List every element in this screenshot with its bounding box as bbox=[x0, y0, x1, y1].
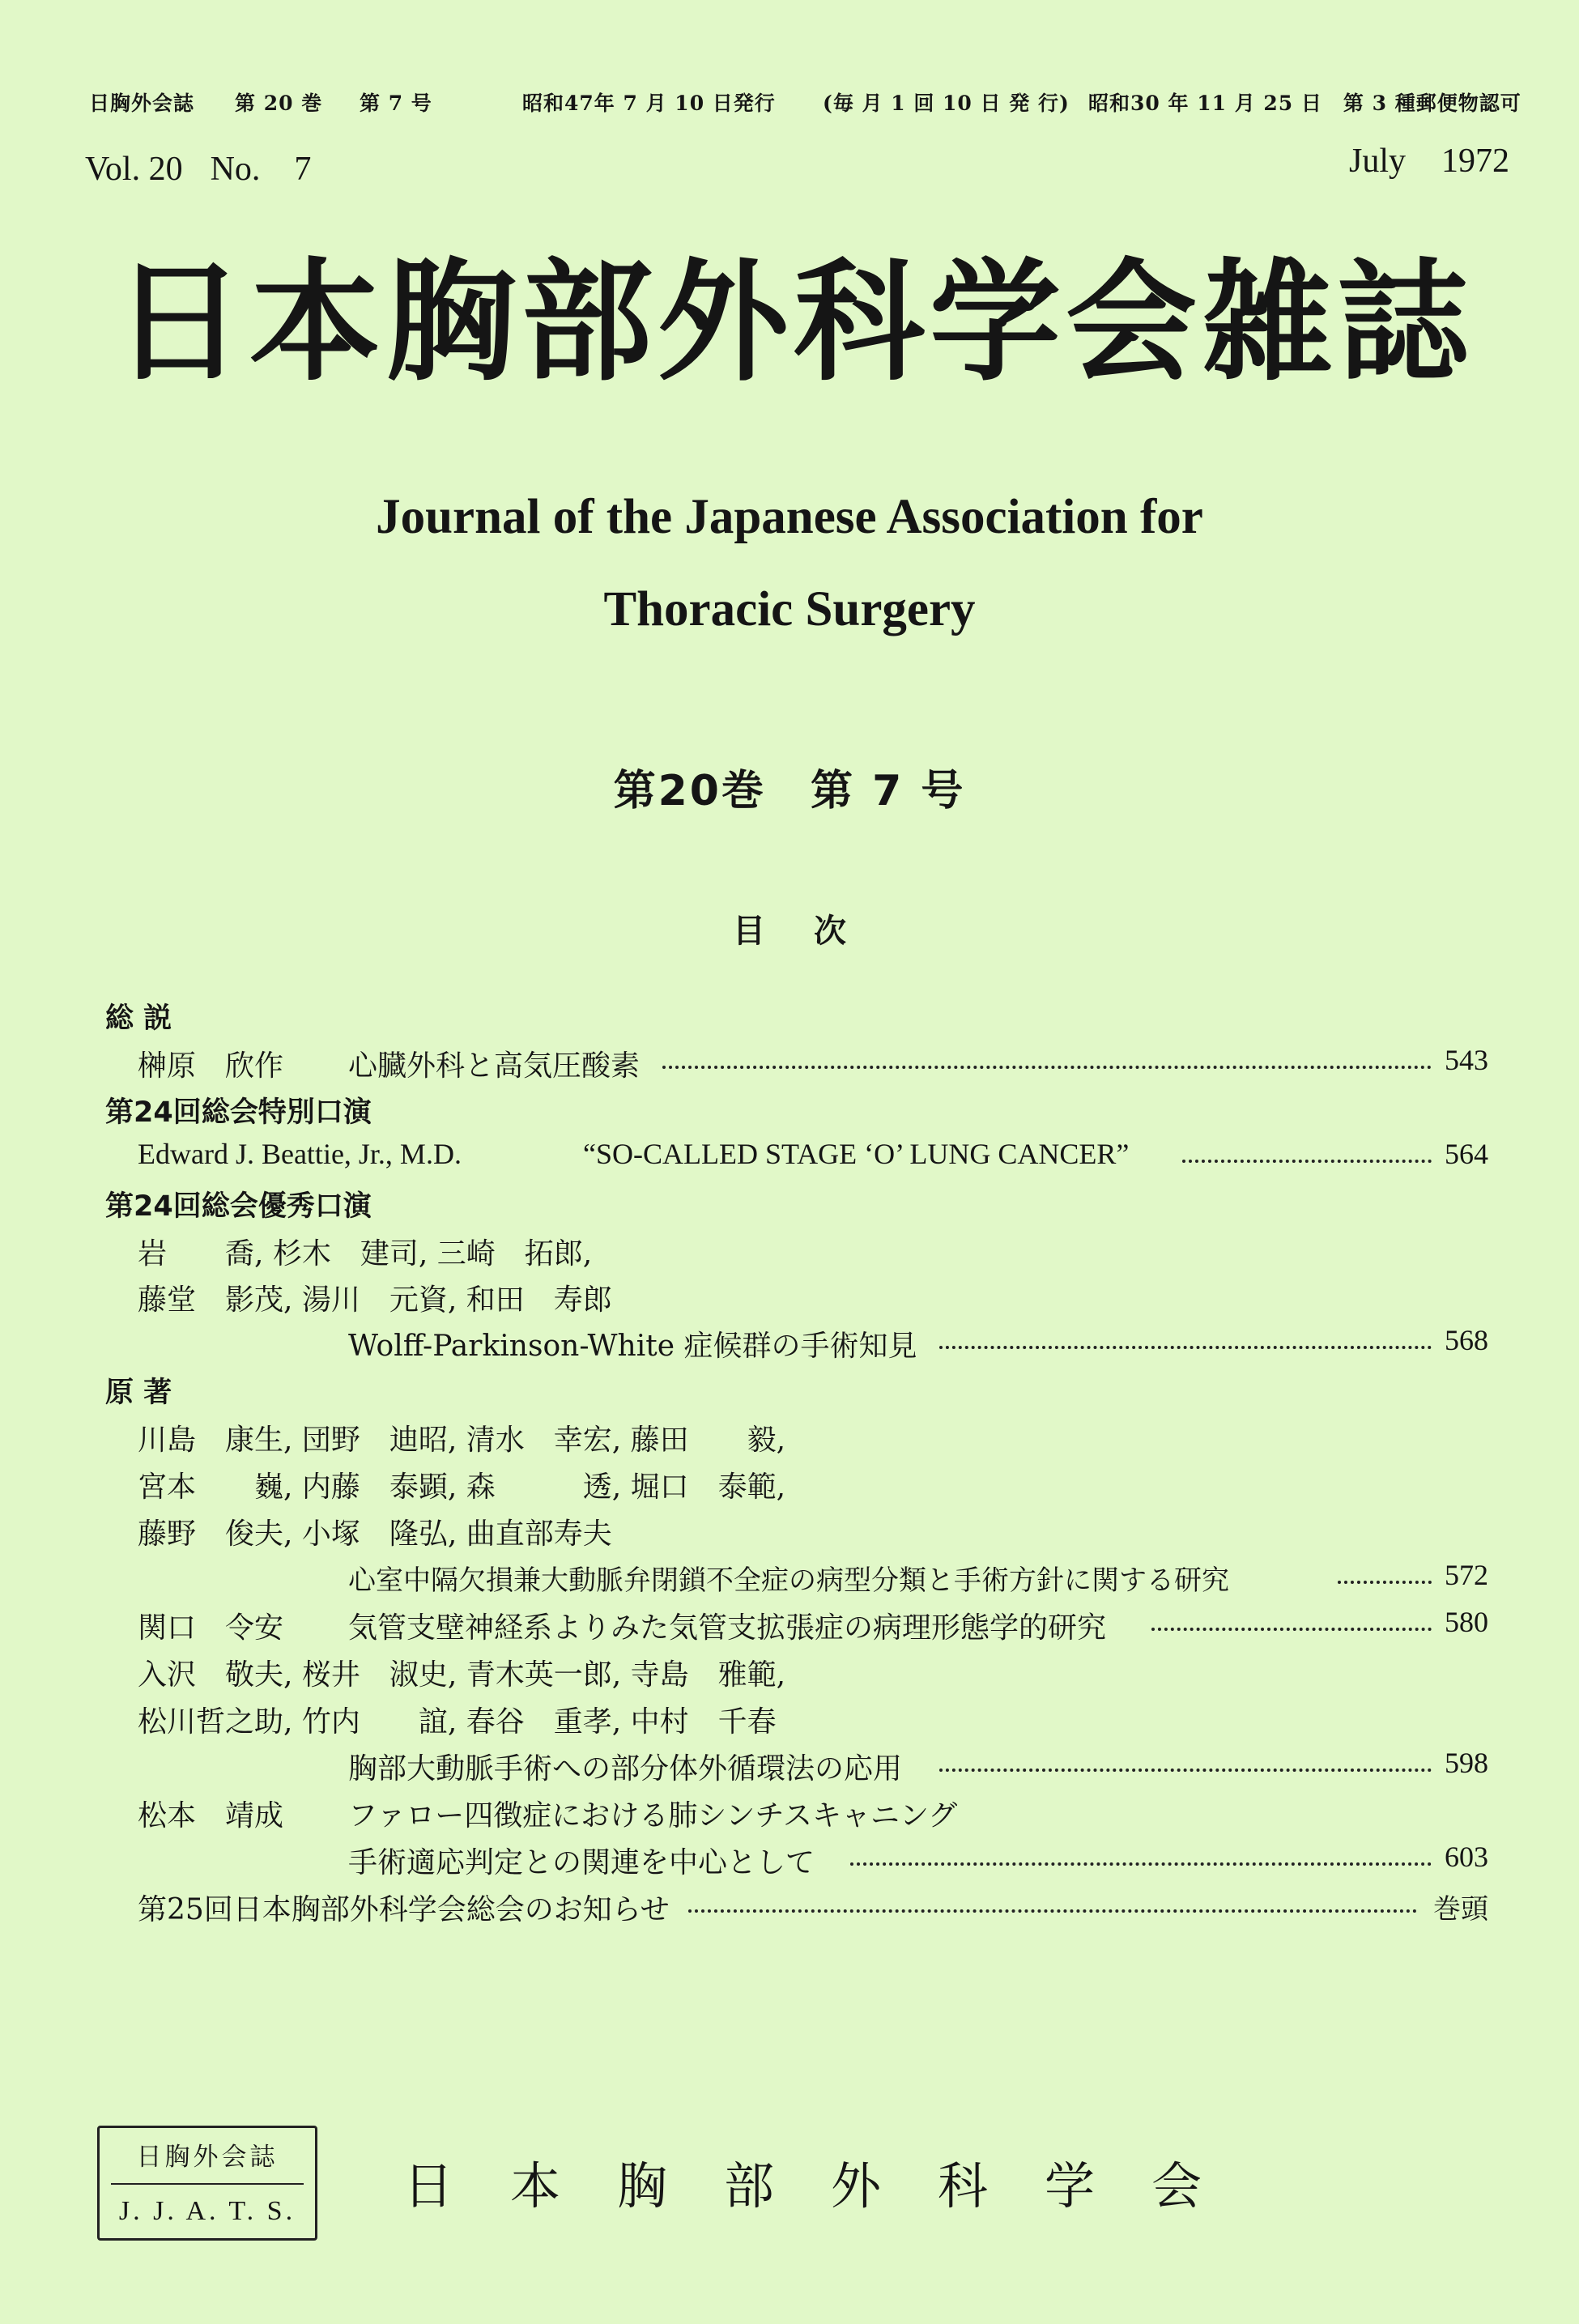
toc-section-original bbox=[0, 1370, 1579, 1409]
entry-page: 568 bbox=[1445, 1324, 1488, 1356]
dot-leader bbox=[939, 1346, 1432, 1349]
entry-authors: 岩 喬, 杉木 建司, 三崎 拓郎, bbox=[138, 1237, 593, 1271]
toc-section-review bbox=[0, 996, 1579, 1035]
section-heading: 第24回総会優秀口演 bbox=[105, 1190, 372, 1223]
entry-title: 気管支壁神経系よりみた気管支拡張症の病理形態学的研究 bbox=[348, 1611, 1107, 1645]
entry-author: 榊原 欣作 bbox=[138, 1049, 284, 1083]
toc-authors-line bbox=[0, 1511, 1579, 1550]
issue-label: 第20巻 第 7 号 bbox=[613, 767, 966, 815]
dot-leader bbox=[662, 1066, 1432, 1069]
toc-authors-line bbox=[0, 1652, 1579, 1691]
journal-title-english-line1: Journal of the Japanese Association for bbox=[376, 490, 1203, 544]
entry-title: “SO-CALLED STAGE ‘O’ LUNG CANCER” bbox=[583, 1138, 1130, 1170]
dot-leader bbox=[1338, 1581, 1432, 1584]
journal-title-english-line2: Thoracic Surgery bbox=[603, 582, 976, 636]
meta-permit: 昭和30 年 11 月 25 日 第 3 種郵便物認可 bbox=[1088, 92, 1522, 115]
entry-title: 胸部大動脈手術への部分体外循環法の応用 bbox=[348, 1752, 903, 1786]
entry-title: 心臓外科と高気圧酸素 bbox=[348, 1049, 641, 1083]
toc-entry[interactable] bbox=[0, 1605, 1579, 1644]
month-label: July bbox=[1348, 143, 1406, 180]
section-heading: 第24回総会特別口演 bbox=[105, 1096, 372, 1129]
entry-page: 572 bbox=[1445, 1559, 1488, 1591]
dot-leader bbox=[688, 1909, 1417, 1913]
section-heading: 原 著 bbox=[105, 1377, 172, 1409]
entry-author: 松本 靖成 bbox=[138, 1799, 284, 1832]
journal-logo-box bbox=[97, 2126, 317, 2241]
meta-number: 第 7 号 bbox=[360, 92, 432, 115]
toc-entry[interactable] bbox=[0, 1746, 1579, 1785]
entry-page: 543 bbox=[1445, 1044, 1488, 1076]
toc-authors-line bbox=[0, 1699, 1579, 1738]
entry-title: ファロー四徴症における肺シンチスキャニング bbox=[348, 1799, 958, 1832]
entry-page: 603 bbox=[1445, 1841, 1488, 1873]
entry-authors: 宮本 巍, 内藤 泰顕, 森 透, 堀口 泰範, bbox=[138, 1471, 786, 1504]
entry-title: Wolff-Parkinson-White 症候群の手術知見 bbox=[348, 1330, 917, 1363]
issue-date-right bbox=[1313, 142, 1509, 181]
toc-section-special-lecture bbox=[0, 1090, 1579, 1129]
dot-leader bbox=[1151, 1628, 1432, 1631]
dot-leader bbox=[850, 1862, 1432, 1866]
toc-entry[interactable] bbox=[0, 1887, 1579, 1926]
entry-page: 580 bbox=[1445, 1606, 1488, 1638]
logo-divider bbox=[111, 2183, 304, 2185]
entry-title: 心室中隔欠損兼大動脈弁閉鎖不全症の病型分類と手術方針に関する研究 bbox=[348, 1564, 1229, 1597]
toc-entry[interactable] bbox=[0, 1137, 1579, 1176]
toc-authors-line bbox=[0, 1231, 1579, 1270]
logo-abbr-english: J. J. A. T. S. bbox=[118, 2196, 296, 2226]
entry-subtitle: 手術適応判定との関連を中心として bbox=[348, 1846, 815, 1879]
entry-authors: 入沢 敬夫, 桜井 淑史, 青木英一郎, 寺島 雅範, bbox=[138, 1658, 786, 1692]
number-label: No. 7 bbox=[210, 151, 312, 188]
toc-entry[interactable] bbox=[0, 1323, 1579, 1362]
entry-authors: 松川哲之助, 竹内 誼, 春谷 重孝, 中村 千春 bbox=[138, 1705, 777, 1739]
entry-author: Edward J. Beattie, Jr., M.D. bbox=[138, 1138, 462, 1170]
dot-leader bbox=[939, 1769, 1432, 1772]
volume-label: Vol. 20 bbox=[85, 151, 183, 188]
entry-title: 第25回日本胸部外科学会総会のお知らせ bbox=[138, 1893, 670, 1926]
logo-abbr-japanese: 日胸外会誌 bbox=[136, 2143, 279, 2172]
toc-entry[interactable] bbox=[0, 1558, 1579, 1597]
entry-page: 598 bbox=[1445, 1747, 1488, 1779]
toc-heading: 目次 bbox=[733, 913, 895, 950]
toc-section-excellent-lecture bbox=[0, 1184, 1579, 1223]
dot-leader bbox=[1182, 1160, 1432, 1163]
volume-number-left bbox=[85, 142, 338, 190]
entry-authors: 川島 康生, 団野 迪昭, 清水 幸宏, 藤田 毅, bbox=[138, 1424, 786, 1457]
toc-entry[interactable] bbox=[0, 1793, 1579, 1832]
toc-entry[interactable] bbox=[0, 1043, 1579, 1082]
meta-monthly: (毎 月 1 回 10 日 発 行) bbox=[823, 92, 1070, 115]
section-heading: 総 説 bbox=[105, 1002, 172, 1035]
toc-authors-line bbox=[0, 1417, 1579, 1456]
entry-author: 関口 令安 bbox=[138, 1611, 284, 1645]
toc-authors-line bbox=[0, 1277, 1579, 1316]
society-name: 日本胸部外科学会 bbox=[403, 2156, 1259, 2215]
entry-page: 巻頭 bbox=[1433, 1893, 1488, 1926]
toc-entry-continued[interactable] bbox=[0, 1840, 1579, 1879]
entry-page: 564 bbox=[1445, 1138, 1488, 1170]
year-label: 1972 bbox=[1441, 143, 1509, 180]
toc-authors-line bbox=[0, 1464, 1579, 1503]
meta-pubdate: 昭和47年 7 月 10 日発行 bbox=[522, 92, 776, 115]
meta-volume: 第 20 巻 bbox=[235, 92, 323, 115]
entry-authors: 藤野 俊夫, 小塚 隆弘, 曲直部寿夫 bbox=[138, 1517, 612, 1551]
entry-authors: 藤堂 影茂, 湯川 元資, 和田 寿郎 bbox=[138, 1283, 612, 1317]
meta-abbr: 日胸外会誌 bbox=[89, 92, 195, 115]
journal-title-japanese: 日本胸部外科学会雑誌 bbox=[113, 247, 1474, 399]
